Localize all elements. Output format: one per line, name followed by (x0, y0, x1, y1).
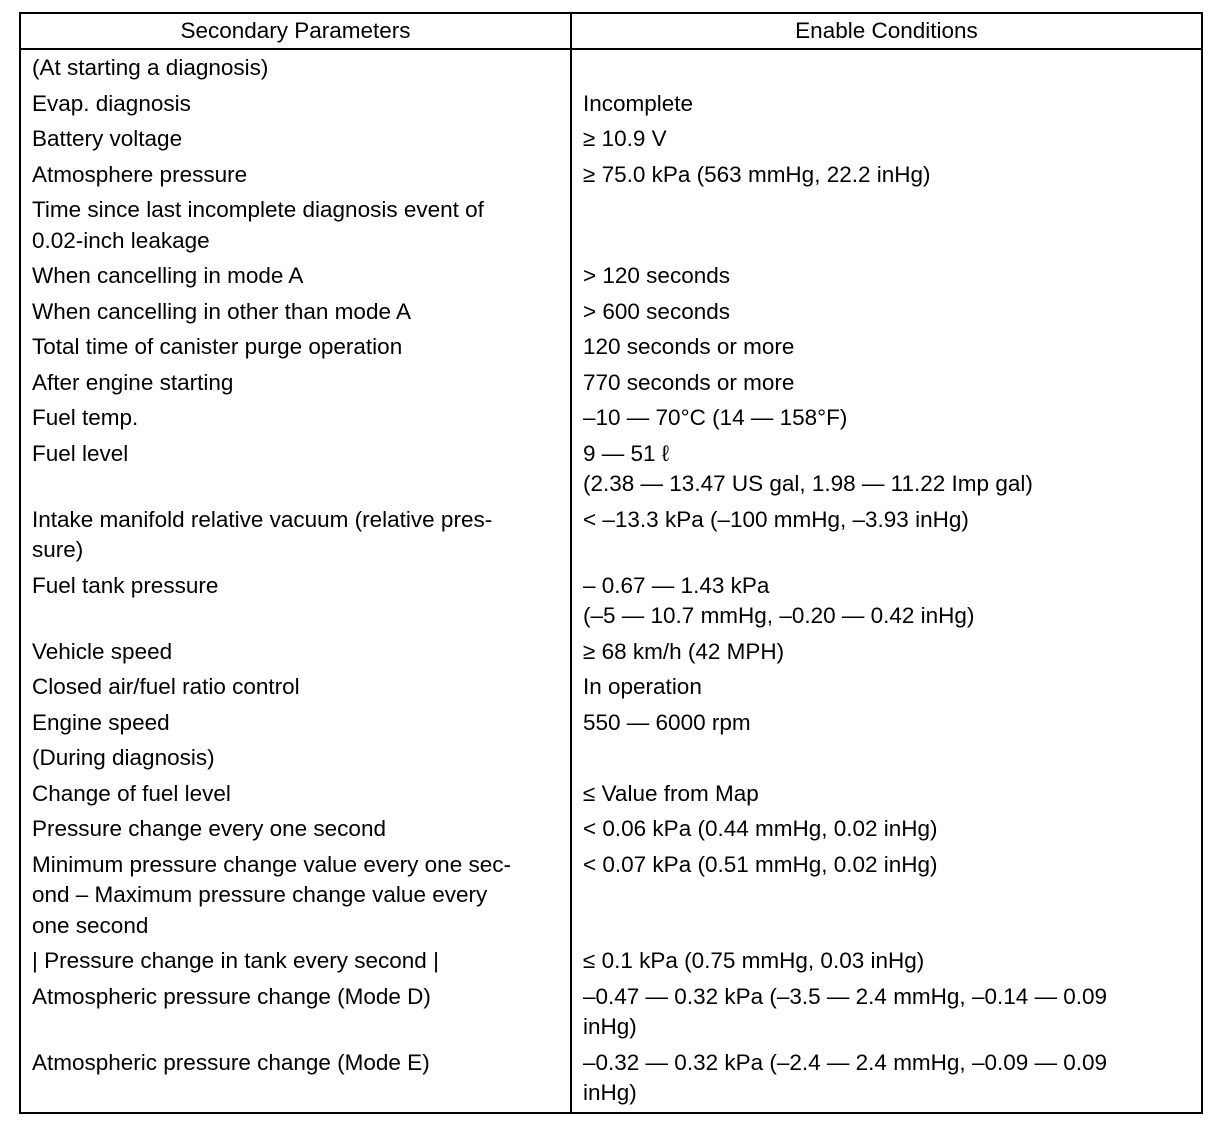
parameter-text: Total time of canister purge operation (32, 334, 403, 359)
condition-text: (–5 — 10.7 mmHg, –0.20 — 0.42 inHg) (583, 603, 975, 628)
condition-cell (571, 670, 1202, 706)
condition-cell (571, 569, 1202, 635)
parameter-text: Intake manifold relative vacuum (relative pres- (32, 506, 493, 532)
condition-cell (571, 437, 1202, 503)
condition-text: 9 — 51 ℓ (583, 440, 670, 466)
condition-text: 550 — 6000 rpm (583, 709, 751, 735)
enable-conditions-table (19, 12, 1203, 1114)
table-row (20, 706, 1202, 742)
parameter-text: Battery voltage (32, 126, 183, 151)
parameter-cell (20, 670, 571, 706)
parameter-cell (20, 503, 571, 569)
table-row (20, 944, 1202, 980)
condition-text: < 0.07 kPa (0.51 mmHg, 0.02 inHg) (583, 851, 938, 877)
condition-text: inHg) (583, 1014, 637, 1039)
table-row (20, 503, 1202, 569)
condition-text: ≥ 10.9 V (583, 126, 667, 151)
condition-text: ≤ Value from Map (583, 780, 759, 806)
condition-text: (2.38 — 13.47 US gal, 1.98 — 11.22 Imp gal) (583, 471, 1033, 496)
header-enable-conditions: Enable Conditions (571, 13, 1202, 49)
parameter-text: Change of fuel level (32, 780, 231, 806)
table-row (20, 777, 1202, 813)
parameter-cell (20, 569, 571, 635)
parameter-text: When cancelling in mode A (32, 263, 304, 288)
table-row (20, 295, 1202, 331)
parameter-cell (20, 401, 571, 437)
parameter-cell (20, 158, 571, 194)
parameter-cell (20, 366, 571, 402)
parameter-text: Fuel level (32, 440, 129, 466)
condition-text: ≥ 75.0 kPa (563 mmHg, 22.2 inHg) (583, 161, 931, 187)
parameter-cell (20, 193, 571, 259)
parameter-text: (During diagnosis) (32, 745, 215, 770)
parameter-text: | Pressure change in tank every second | (32, 948, 439, 973)
table-row (20, 437, 1202, 503)
table-row (20, 122, 1202, 158)
parameter-text: sure) (32, 537, 84, 562)
table-row (20, 1046, 1202, 1113)
condition-cell (571, 503, 1202, 569)
table-row (20, 569, 1202, 635)
parameter-text: Atmospheric pressure change (Mode E) (32, 1049, 430, 1075)
condition-text: < –13.3 kPa (–100 mmHg, –3.93 inHg) (583, 506, 969, 532)
condition-text: 120 seconds or more (583, 334, 795, 359)
parameter-text: Engine speed (32, 709, 170, 735)
condition-text: –10 — 70°C (14 — 158°F) (583, 405, 848, 430)
parameter-text: When cancelling in other than mode A (32, 298, 411, 324)
condition-cell (571, 259, 1202, 295)
parameter-cell (20, 944, 571, 980)
condition-cell (571, 1046, 1202, 1113)
parameter-cell (20, 812, 571, 848)
condition-cell (571, 295, 1202, 331)
table-row (20, 741, 1202, 777)
parameter-cell (20, 1046, 571, 1113)
condition-text: In operation (583, 674, 702, 699)
condition-text: > 600 seconds (583, 298, 730, 324)
table-row (20, 49, 1202, 87)
table-body (20, 49, 1202, 1113)
condition-cell (571, 366, 1202, 402)
table-row (20, 330, 1202, 366)
condition-cell (571, 706, 1202, 742)
parameter-cell (20, 122, 571, 158)
parameter-text: Pressure change every one second (32, 816, 386, 841)
condition-text: –0.47 — 0.32 kPa (–3.5 — 2.4 mmHg, –0.14 — 0.09 (583, 983, 1108, 1009)
table-row (20, 158, 1202, 194)
header-secondary-parameters: Secondary Parameters (20, 13, 571, 49)
parameter-text: Atmosphere pressure (32, 161, 248, 187)
condition-cell (571, 980, 1202, 1046)
condition-text: Incomplete (583, 90, 694, 116)
parameter-text: 0.02-inch leakage (32, 227, 210, 253)
parameter-text: Fuel tank pressure (32, 572, 219, 598)
table-row (20, 87, 1202, 123)
table-row (20, 670, 1202, 706)
parameter-cell (20, 295, 571, 331)
parameter-cell (20, 635, 571, 671)
parameter-text: Fuel temp. (32, 405, 139, 430)
parameter-text: Evap. diagnosis (32, 90, 191, 116)
table-row (20, 259, 1202, 295)
condition-cell (571, 741, 1202, 777)
condition-text: < 0.06 kPa (0.44 mmHg, 0.02 inHg) (583, 816, 938, 841)
parameter-cell (20, 706, 571, 742)
condition-cell (571, 944, 1202, 980)
table-row (20, 848, 1202, 945)
parameter-text: Vehicle speed (32, 638, 173, 664)
parameter-text: (At starting a diagnosis) (32, 55, 269, 80)
condition-text: –0.32 — 0.32 kPa (–2.4 — 2.4 mmHg, –0.09 — 0.09 (583, 1049, 1108, 1075)
condition-cell (571, 777, 1202, 813)
parameter-cell (20, 49, 571, 87)
table-row (20, 366, 1202, 402)
parameter-cell (20, 259, 571, 295)
parameter-text: Minimum pressure change value every one sec- (32, 851, 511, 877)
parameter-cell (20, 330, 571, 366)
parameter-cell (20, 437, 571, 503)
parameter-cell (20, 777, 571, 813)
condition-cell (571, 401, 1202, 437)
condition-cell (571, 635, 1202, 671)
parameter-cell (20, 741, 571, 777)
parameter-text: one second (32, 912, 149, 938)
parameter-text: After engine starting (32, 369, 234, 395)
condition-cell (571, 812, 1202, 848)
table-row (20, 401, 1202, 437)
condition-cell (571, 122, 1202, 158)
table-row (20, 812, 1202, 848)
parameter-cell (20, 848, 571, 945)
condition-cell (571, 848, 1202, 945)
condition-cell (571, 49, 1202, 87)
condition-text: > 120 seconds (583, 263, 730, 288)
condition-cell (571, 158, 1202, 194)
table-row (20, 635, 1202, 671)
condition-text: – 0.67 — 1.43 kPa (583, 572, 770, 598)
condition-cell (571, 193, 1202, 259)
condition-cell (571, 330, 1202, 366)
parameter-text: Atmospheric pressure change (Mode D) (32, 983, 431, 1009)
parameter-text: Time since last incomplete diagnosis event of (32, 197, 484, 222)
parameter-cell (20, 87, 571, 123)
condition-text: ≤ 0.1 kPa (0.75 mmHg, 0.03 inHg) (583, 948, 925, 973)
condition-text: 770 seconds or more (583, 369, 795, 395)
table-row (20, 193, 1202, 259)
table-row (20, 980, 1202, 1046)
parameter-cell (20, 980, 571, 1046)
parameter-text: ond – Maximum pressure change value every (32, 882, 488, 907)
parameter-text: Closed air/fuel ratio control (32, 674, 300, 699)
condition-text: inHg) (583, 1080, 637, 1105)
table-header-row (20, 13, 1202, 49)
condition-cell (571, 87, 1202, 123)
condition-text: ≥ 68 km/h (42 MPH) (583, 638, 785, 664)
